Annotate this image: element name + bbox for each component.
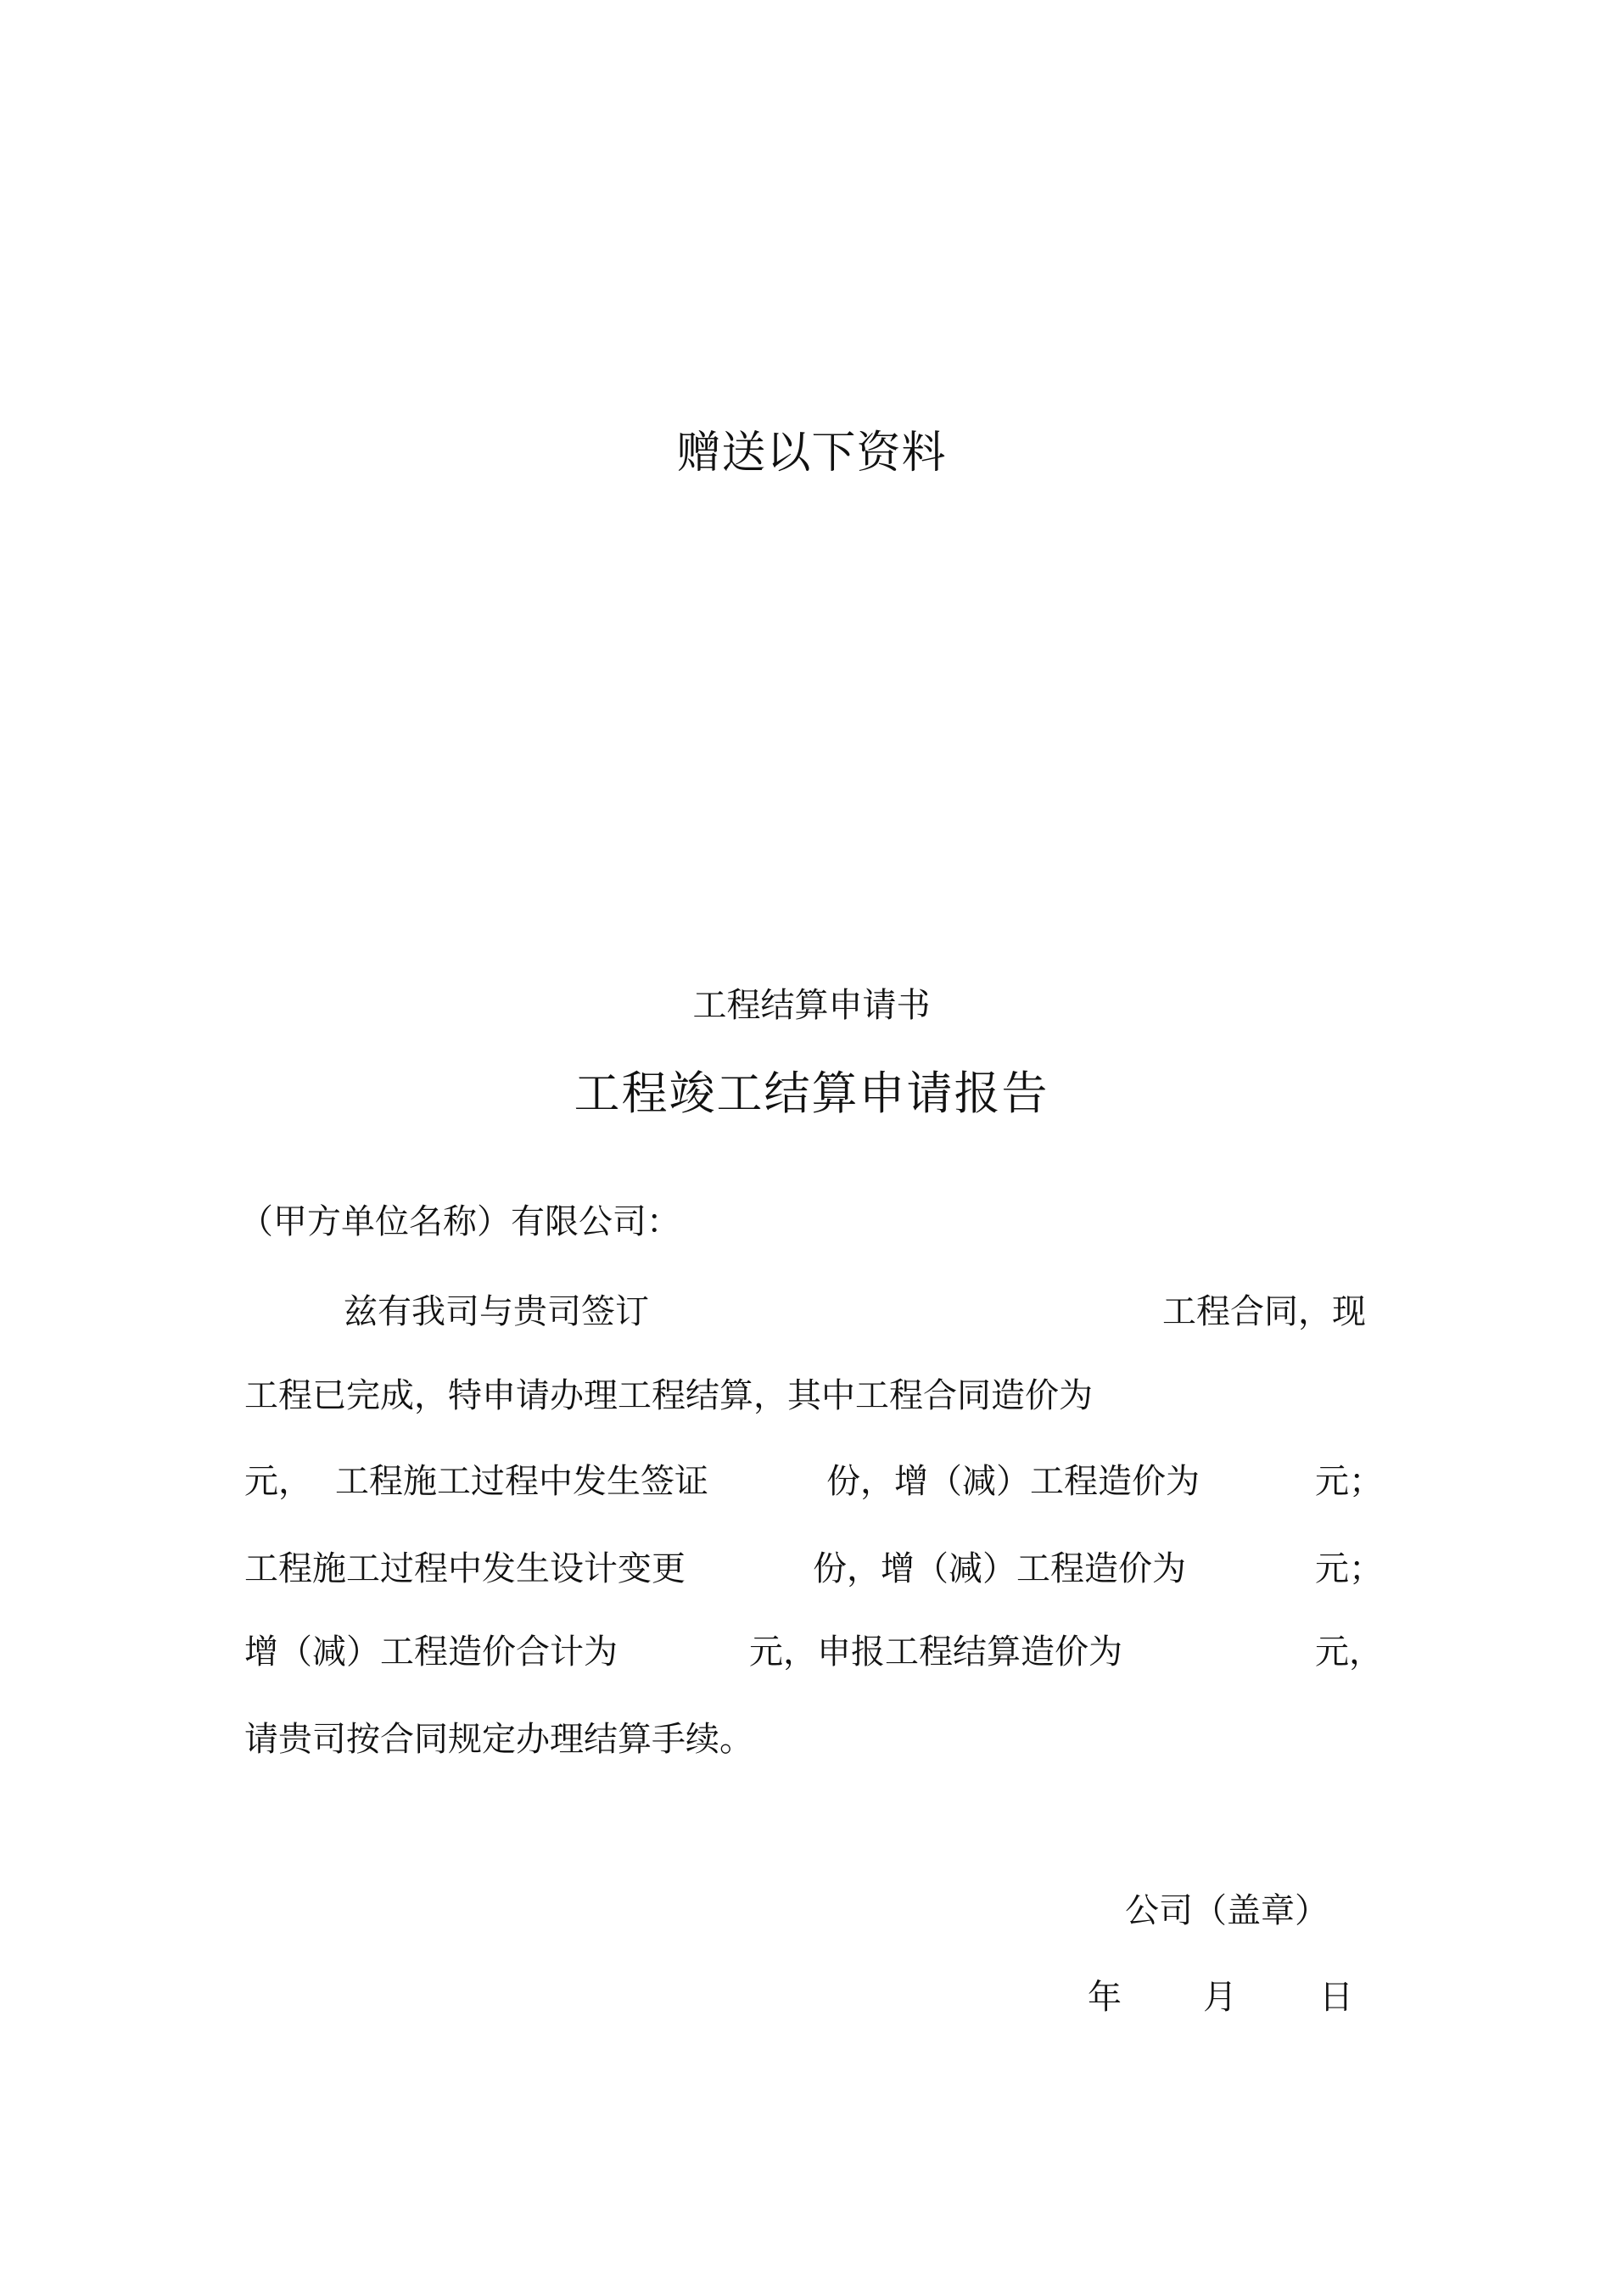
body-line-3-part-4: 元； <box>1315 1462 1383 1501</box>
body-line-3-part-3: 份，增（减）工程造价为 <box>826 1462 1200 1501</box>
body-line-5-part-3: 元， <box>1315 1632 1383 1672</box>
document-title: 工程竣工结算申请报告 <box>574 1067 1049 1120</box>
date-month-label: 月 <box>1203 1978 1237 2017</box>
body-line-5-part-1: 增（减）工程造价合计为 <box>244 1632 618 1672</box>
body-line-5-part-2: 元，申报工程结算造价为 <box>749 1632 1122 1672</box>
gift-heading: 赠送以下资料 <box>676 428 947 479</box>
company-seal-label: 公司（盖章） <box>1125 1891 1329 1930</box>
body-line-1-part-2: 工程合同，现 <box>1162 1292 1366 1331</box>
date-year-label: 年 <box>1088 1978 1122 2017</box>
body-line-4-part-1: 工程施工过程中发生设计变更 <box>244 1549 686 1588</box>
body-line-3-part-1: 元， <box>244 1462 312 1501</box>
body-line-2: 工程已完成，特申请办理工程结算，其中工程合同造价为 <box>244 1376 1093 1415</box>
body-line-1-part-1: 兹有我司与贵司签订 <box>344 1292 649 1331</box>
body-line-4-part-2: 份，增（减）工程造价为 <box>813 1549 1186 1588</box>
date-day-label: 日 <box>1319 1978 1353 2017</box>
body-line-6: 请贵司按合同规定办理结算手续。 <box>244 1720 753 1759</box>
document-subtitle: 工程结算申请书 <box>692 986 931 1025</box>
body-line-3-part-2: 工程施工过程中发生签证 <box>335 1462 708 1501</box>
addressee-line: （甲方单位名称）有限公司： <box>239 1202 680 1241</box>
body-line-4-part-3: 元； <box>1315 1549 1383 1588</box>
